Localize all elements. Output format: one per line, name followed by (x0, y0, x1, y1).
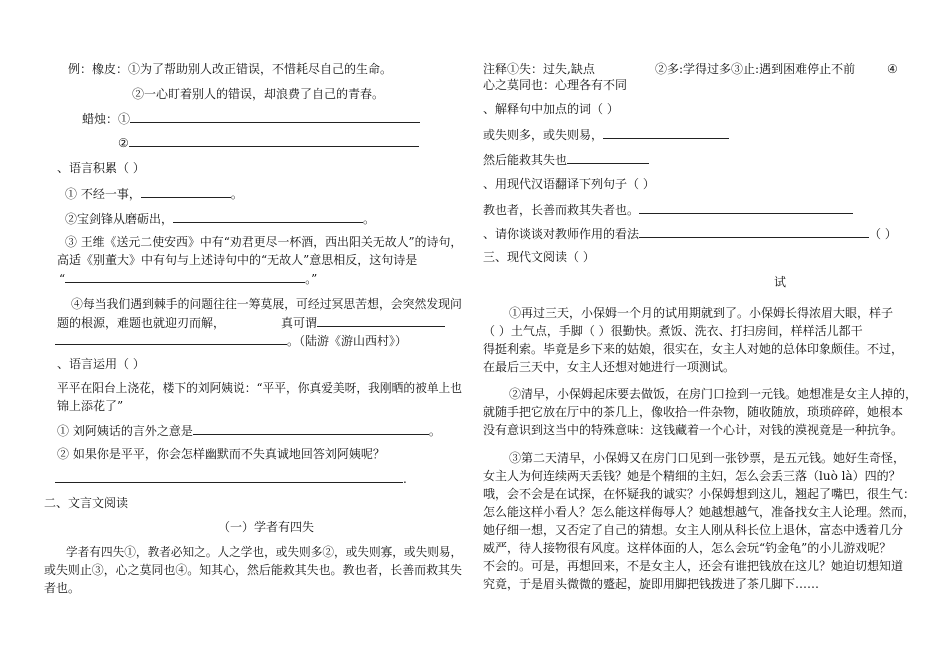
para2-line1: ②清早，小保姆起床要去做饭，在房门口捡到一元钱。她想准是女主人掉的， (509, 387, 918, 401)
accum-q4-text-b: 真可谓 (281, 316, 318, 330)
usage-q2-blank[interactable] (55, 470, 403, 483)
accum-q3-line2: 高适《别董大》中有句与上述诗句中的“无故人”意思相反，这句诗是 (57, 253, 418, 267)
para3-line4: 怎么能这样小看人？怎么能这样侮辱人？她越想越气，准备找女主人论理。然而， (483, 505, 916, 519)
quote-close: 。” (305, 272, 318, 286)
para3-line5: 她仔细一想，又否定了自己的猜想。女主人刚从科长位上退休，富态中透着几分 (483, 523, 904, 537)
accum-q3-blank[interactable] (65, 270, 305, 283)
usage-title: 、语言运用（ ） (57, 357, 145, 371)
ancient-title: （一）学者有四失 (218, 520, 315, 534)
para1-line3: 得挺利索。毕竟是乡下来的姑娘，很实在，女主人对她的总体印象颇佳。不过， (483, 342, 904, 356)
section-2-heading: 二、文言文阅读 (44, 496, 129, 510)
explain-title: 、解释句中加点的词（ ） (483, 102, 619, 116)
accum-q3-line1: ③ 王维《送元二使安西》中有“劝君更尽一杯酒，西出阳关无故人”的诗句， (65, 235, 463, 249)
usage-passage-line1: 平平在阳台上浇花，楼下的刘阿姨说：“平平，你真爱美呀，我刚晒的被单上也 (57, 381, 463, 395)
note-line2: 心之莫同也：心理各有不同 (483, 78, 628, 92)
candle-answer-2-blank[interactable] (129, 134, 419, 147)
para3-line3: 哦，会不会是在试探，在怀疑我的诚实？小保姆想到这儿，翘起了嘴巴，很生气： (483, 487, 916, 501)
story-title: 试 (774, 275, 787, 289)
accum-q4-line1: ④每当我们遇到棘手的问题往往一筹莫展，可经过冥思苦想，会突然发现问 (71, 297, 462, 311)
translate-q1-blank[interactable] (639, 201, 853, 214)
explain-q2 (483, 151, 649, 168)
opinion-q-text: 、请你谈谈对教师作用的看法 (483, 227, 640, 241)
candle-label-2: ② (118, 136, 129, 150)
example-line-2: ②一心盯着别人的错误，却浪费了自己的青春。 (132, 87, 385, 101)
ancient-text-line3: 者也。 (44, 581, 81, 595)
explain-q1-blank[interactable] (603, 126, 729, 139)
para1-line2: （ ）土气点，手脚（ ）很勤快。煮饭、洗衣、打扫房间，样样活儿都干 (483, 324, 863, 338)
candle-label-1: 蜡烛：① (82, 112, 131, 126)
accum-q3-line3 (59, 270, 317, 287)
para3-line2: 女主人为何连续两天丢钱？她是个精细的主妇，怎么会丢三落（luò là）四的？ (483, 469, 901, 483)
para2-line2: 就随手把它放在厅中的茶几上，像收拾一件杂物，随收随放，琐琐碎碎，她根本 (483, 405, 904, 419)
ancient-text-line1: 学者有四失①，教者必知之。人之学也，或失则多②，或失则寡，或失则易， (66, 545, 463, 559)
accum-q4-text-a: 题的根源，难题也就迎刃而解， (57, 316, 226, 330)
accum-q2-blank[interactable] (173, 210, 363, 223)
usage-q1 (57, 422, 441, 439)
example-line-1: 例：橡皮：①为了帮助别人改正错误，不惜耗尽自己的生命。 (68, 62, 393, 76)
para3-line8: 究竟，于是眉头微微的蹙起，旋即用脚把钱拨进了茶几脚下…… (483, 577, 820, 591)
explain-q1-text: 或失则多，或失则易， (483, 128, 604, 142)
translate-q1 (483, 201, 853, 218)
candle-row-2 (118, 134, 419, 151)
accum-q4-blank-2[interactable] (55, 332, 287, 345)
accum-q4-source: 。（陆游《游山西村》） (287, 334, 408, 348)
accum-q1-text: ① 不经一事， (65, 187, 141, 201)
para3-line7: 不会的。可是，再想回来，不是女主人，还会有谁把钱放在这儿？她迫切想知道 (483, 559, 904, 573)
usage-q2-answer (55, 470, 407, 487)
accum-q2-end: 。 (363, 212, 376, 226)
candle-answer-1-blank[interactable] (130, 110, 420, 123)
accum-q4-line2 (57, 314, 445, 331)
accum-q2-text: ②宝剑锋从磨砺出， (65, 212, 174, 226)
para3-line6: 威严，待人接物很有风度。这样体面的人，怎么会玩“钓金龟”的小儿游戏呢？ (483, 541, 892, 555)
usage-q1-end: 。 (428, 424, 441, 438)
usage-q1-text: ① 刘阿姨话的言外之意是 (57, 424, 193, 438)
translate-title: 、用现代汉语翻译下列句子（ ） (483, 177, 655, 191)
note-line1-a: 注释①失：过失,缺点 (483, 62, 595, 76)
translate-q1-text: 教也者，长善而救其失者也。 (483, 203, 640, 217)
opinion-q-score: （ ） (869, 227, 897, 241)
accum-q2 (65, 210, 375, 227)
note-line1-c: ④ (887, 62, 898, 76)
opinion-q (483, 225, 897, 242)
accum-q1-blank[interactable] (141, 185, 231, 198)
accum-title: 、语言积累（ ） (57, 161, 145, 175)
usage-q2-end: . (403, 472, 407, 486)
para1-line1: ①再过三天，小保姆一个月的试用期就到了。小保姆长得浓眉大眼，样子 (509, 306, 894, 320)
para2-line3: 没有意识到这当中的特殊意味：这钱藏着一个心计，对钱的漠视竟是一种抗争。 (483, 423, 904, 437)
usage-passage-line2: 锦上添花了” (57, 399, 124, 413)
note-line1-b: ②多:学得过多③止:遇到困难停止不前 (655, 62, 856, 76)
ancient-text-line2: 或失则止③，心之莫同也④。知其心，然后能救其失也。教也者，长善而救其失 (44, 563, 462, 577)
opinion-q-blank[interactable] (639, 225, 869, 238)
accum-q4-line3 (55, 332, 407, 349)
para3-line1: ③第二天清早，小保姆又在房门口见到一张钞票，是五元钱。她好生奇怪， (509, 451, 906, 465)
explain-q2-blank[interactable] (567, 151, 649, 164)
quote-open: “ (59, 272, 66, 286)
para1-line4: 在最后三天中，女主人还想对她进行一项测试。 (483, 360, 736, 374)
accum-q1 (65, 185, 243, 202)
accum-q1-end: 。 (230, 187, 243, 201)
section-3-heading: 三、现代文阅读（ ） (483, 250, 595, 264)
explain-q2-text: 然后能救其失也 (483, 153, 568, 167)
explain-q1 (483, 126, 729, 143)
accum-q4-blank-1[interactable] (317, 314, 445, 327)
candle-row-1 (82, 110, 420, 127)
usage-q2: ② 如果你是平平，你会怎样幽默而不失真诚地回答刘阿姨呢？ (57, 447, 385, 461)
usage-q1-blank[interactable] (193, 422, 429, 435)
